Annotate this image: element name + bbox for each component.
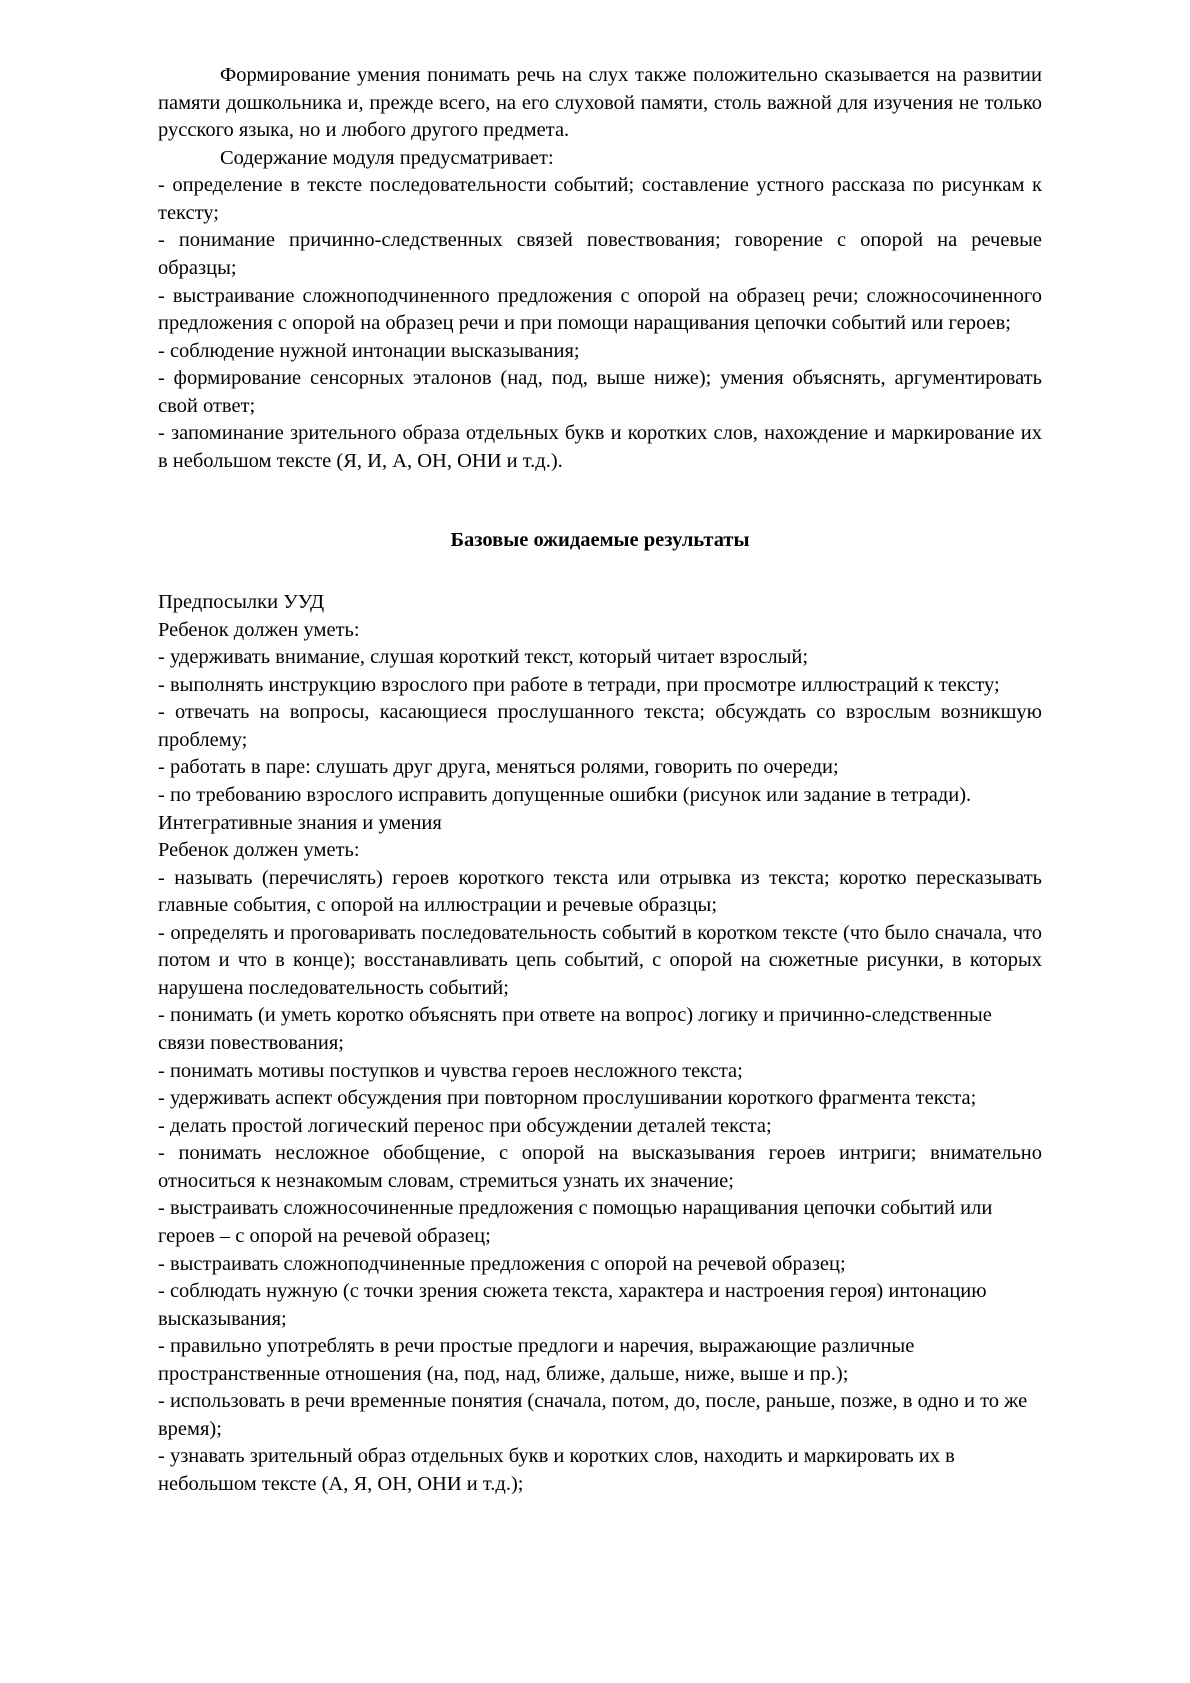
list-item: - работать в паре: слушать друг друга, меняться ролями, говорить по очереди; <box>158 756 839 779</box>
section-heading: Базовые ожидаемые результаты <box>450 529 750 552</box>
list-item: - понимание причинно-следственных связей повествования; говорение с опорой на речевые образцы; <box>158 229 1042 279</box>
list-item: - использовать в речи временные понятия (сначала, потом, до, после, раньше, позже, в одно и то же время); <box>158 1390 1028 1440</box>
list-item: - понимать (и уметь коротко объяснять при ответе на вопрос) логику и причинно-следственные связи повествования; <box>158 1004 992 1054</box>
list-item: - удерживать аспект обсуждения при повторном прослушивании короткого фрагмента текста; <box>158 1087 977 1110</box>
spacer <box>158 555 1042 589</box>
document-body <box>158 62 1042 1499</box>
list-item: - выстраивать сложноподчиненные предложения с опорой на речевой образец; <box>158 1252 846 1275</box>
list-item: - понимать несложное обобщение, с опорой на высказывания героев интриги; внимательно относиться к незнакомым словам, стремиться узнать их значение; <box>158 1142 1042 1192</box>
list-item: - понимать мотивы поступков и чувства героев несложного текста; <box>158 1059 743 1082</box>
paragraph-intro: Формирование умения понимать речь на слух также положительно сказывается на развитии памяти дошкольника и, прежде всего, на его слуховой памяти, столь важной для изучения не только русского языка, но и любого другого предмета. <box>158 64 1042 142</box>
list-item: - по требованию взрослого исправить допущенные ошибки (рисунок или задание в тетради). <box>158 783 972 806</box>
list-item: - узнавать зрительный образ отдельных букв и коротких слов, находить и маркировать их в небольшом тексте (А, Я, ОН, ОНИ и т.д.); <box>158 1445 955 1495</box>
list-item: - выстраивание сложноподчиненного предложения с опорой на образец речи; сложносочиненного предложения с опорой на образец речи и при помощи наращивания цепочки событий или героев; <box>158 284 1042 335</box>
lead-child-must-be-able-2: Ребенок должен уметь: <box>158 839 360 862</box>
list-item: - делать простой логический перенос при обсуждении деталей текста; <box>158 1114 772 1137</box>
lead-child-must-be-able: Ребенок должен уметь: <box>158 618 360 641</box>
list-item: - правильно употреблять в речи простые предлоги и наречия, выражающие различные пространственные отношения (на, под, над, ближе, дальше, ниже, выше и пр.); <box>158 1335 915 1385</box>
list-item: - соблюдать нужную (с точки зрения сюжета текста, характера и настроения героя) интонацию высказывания; <box>158 1280 987 1330</box>
list-item: - определять и проговаривать последовательность событий в коротком тексте (что было сначала, что потом и что в конце); восстанавливать цепь событий, с опорой на сюжетные рисунки, в которых нарушена последовательность событий; <box>158 921 1042 999</box>
list-item: - называть (перечислять) героев короткого текста или отрывка из текста; коротко пересказывать главные события, с опорой на иллюстрации и речевые образцы; <box>158 866 1042 917</box>
list-item: - удерживать внимание, слушая короткий текст, который читает взрослый; <box>158 646 809 669</box>
subtitle-integrative: Интегративные знания и умения <box>158 811 442 834</box>
list-item: - формирование сенсорных эталонов (над, под, выше ниже); умения объяснять, аргументировать свой ответ; <box>158 367 1042 417</box>
list-item: - определение в тексте последовательности событий; составление устного рассказа по рисункам к тексту; <box>158 174 1042 224</box>
list-item: - выстраивать сложносочиненные предложения с помощью наращивания цепочки событий или героев – с опорой на речевой образец; <box>158 1197 993 1247</box>
list-item: - выполнять инструкцию взрослого при работе в тетради, при просмотре иллюстраций к тексту; <box>158 673 1000 696</box>
spacer <box>158 475 1042 527</box>
list-item: - отвечать на вопросы, касающиеся прослушанного текста; обсуждать со взрослым возникшую проблему; <box>158 701 1042 751</box>
subtitle-prerequisites: Предпосылки УУД <box>158 591 325 613</box>
list-item: - запоминание зрительного образа отдельных букв и коротких слов, нахождение и маркирование их в небольшом тексте (Я, И, А, ОН, ОНИ и т.д.). <box>158 422 1042 472</box>
paragraph-module-content-lead: Содержание модуля предусматривает: <box>220 146 554 169</box>
list-item: - соблюдение нужной интонации высказывания; <box>158 339 580 362</box>
